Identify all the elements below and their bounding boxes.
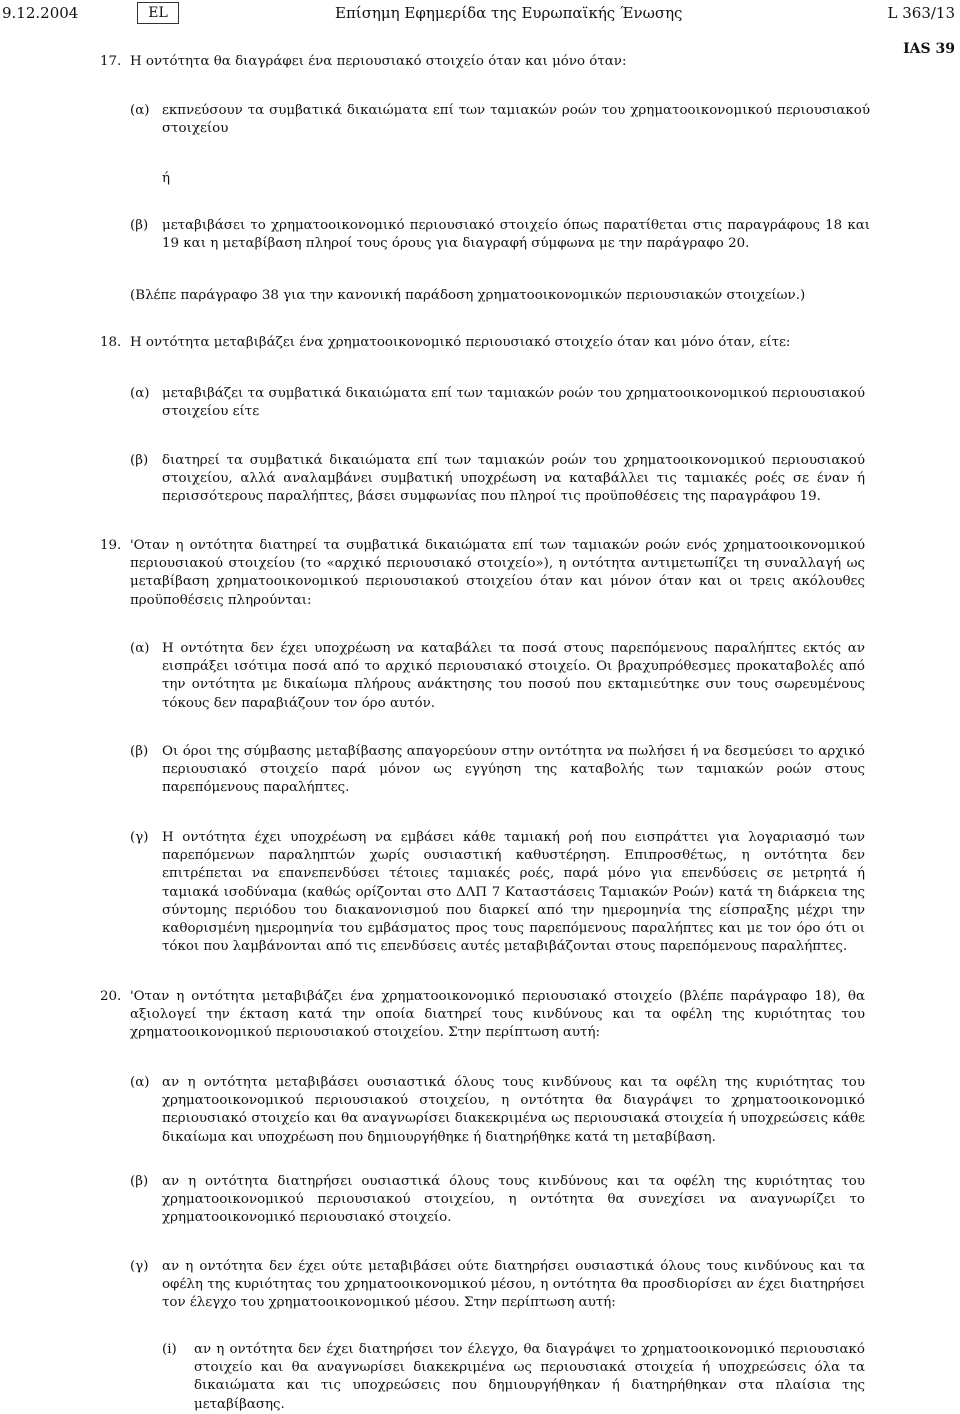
para-20-number: 20.: [100, 989, 122, 1004]
standard-label: IAS 39: [903, 41, 955, 57]
para-18-number: 18.: [100, 335, 122, 350]
para-17-number: 17.: [100, 54, 122, 69]
para-20a-label: (α): [130, 1075, 150, 1090]
para-19a-label: (α): [130, 641, 150, 656]
para-17-intro: Η οντότητα θα διαγράφει ένα περιουσιακό στοιχείο όταν και μόνο όταν:: [130, 54, 627, 69]
para-18a-label: (α): [130, 386, 150, 401]
para-18-intro: Η οντότητα μεταβιβάζει ένα χρηματοοικονομικό περιουσιακό στοιχείο όταν και μόνο όταν, είτε:: [130, 335, 791, 350]
para-19a-text: Η οντότητα δεν έχει υποχρέωση να καταβάλει τα ποσά στους παρεπόμενους παραλήπτες εκτός αν εισπράξει ισότιμα ποσά από το αρχικό περιουσιακό στοιχείο. Οι βραχυπρόθεσμες προκαταβολές από την οντότητα με δικαίωμα πλήρους ανάκτησης του ποσού που εκταμιεύτηκε συν τους σωρευμένους τόκους δεν παραβιάζουν τον όρο αυτόν.: [162, 641, 865, 711]
para-18b-text: διατηρεί τα συμβατικά δικαιώματα επί των ταμιακών ροών του χρηματοοικονομικού περιουσιακού στοιχείου, αλλά αναλαμβάνει συμβατική υποχρέωση να καταβάλλει τις ταμιακές ροές σε έναν ή περισσότερους παραλήπτες, βάσει συμφωνίας που πληροί τις προϋποθέσεις της παραγράφου 19.: [162, 453, 865, 505]
para-20c-label: (γ): [130, 1259, 149, 1274]
para-19-number: 19.: [100, 538, 122, 553]
header-date: 9.12.2004: [2, 4, 79, 22]
para-17a-label: (α): [130, 103, 150, 118]
page-header: [0, 2, 960, 24]
para-20b-label: (β): [130, 1174, 149, 1189]
language-box: EL: [137, 2, 179, 24]
para-20a-text: αν η οντότητα μεταβιβάσει ουσιαστικά όλους τους κινδύνους και τα οφέλη της κυριότητας του χρηματοοικονομικού περιουσιακού στοιχείου, η οντότητα θα διαγράψει το χρηματοοικονομικό περιουσιακό στοιχείο και θα αναγνωρίσει διακεκριμένα ως περιουσιακά στοιχεία ή υποχρεώσεις κάθε δικαίωμα και υποχρέωση που δημιουργήθηκε ή διατηρήθηκε κατά τη μεταβίβαση.: [162, 1075, 865, 1145]
para-20b-text: αν η οντότητα διατηρήσει ουσιαστικά όλους τους κινδύνους και τα οφέλη της κυριότητας του χρηματοοικονομικού περιουσιακού στοιχείου, η οντότητα θα συνεχίσει να αναγνωρίζει το χρηματοοικονομικό περιουσιακό στοιχείο.: [162, 1174, 865, 1226]
para-17a-text: εκπνεύσουν τα συμβατικά δικαιώματα επί των ταμιακών ροών του χρηματοοικονομικού περιουσιακού στοιχείου: [162, 103, 870, 137]
para-20c-i-label: (i): [162, 1342, 177, 1357]
para-17-or: ή: [162, 171, 171, 186]
para-19c-label: (γ): [130, 830, 149, 845]
para-20c-text: αν η οντότητα δεν έχει ούτε μεταβιβάσει ούτε διατηρήσει ουσιαστικά όλους τους κινδύνους και τα οφέλη της κυριότητας του χρηματοοικονομικού μέσου, η οντότητα θα προσδιορίσει αν έχει διατηρήσει τον έλεγχο του χρηματοοικονομικού μέσου. Στην περίπτωση αυτή:: [162, 1259, 865, 1311]
para-19b-text: Οι όροι της σύμβασης μεταβίβασης απαγορεύουν στην οντότητα να πωλήσει ή να δεσμεύσει το αρχικό περιουσιακό στοιχείο παρά μόνον ως εγγύηση της καταβολής των ταμιακών ροών στους παρεπόμενους παραλήπτες.: [162, 744, 865, 796]
para-19-intro: 'Οταν η οντότητα διατηρεί τα συμβατικά δικαιώματα επί των ταμιακών ροών ενός χρηματοοικονομικού περιουσιακού στοιχείου (το «αρχικό περιουσιακό στοιχείο»), η οντότητα αντιμετωπίζει τη συναλλαγή ως μεταβίβαση χρηματοοικονομικού περιουσιακού στοιχείου όταν και μόνον όταν και οι τρεις ακόλουθες προϋποθέσεις πληρούνται:: [130, 538, 865, 608]
para-18a-text: μεταβιβάζει τα συμβατικά δικαιώματα επί των ταμιακών ροών του χρηματοοικονομικού περιουσιακού στοιχείου είτε: [162, 386, 865, 420]
para-20-intro: 'Οταν η οντότητα μεταβιβάζει ένα χρηματοοικονομικό περιουσιακό στοιχείο (βλέπε παράγραφο 18), θα αξιολογεί την έκταση κατά την οποία διατηρεί τους κινδύνους και τα οφέλη της κυριότητας του χρηματοοικονομικού περιουσιακού στοιχείου. Στην περίπτωση αυτή:: [130, 989, 865, 1041]
para-17b-text: μεταβιβάσει το χρηματοοικονομικό περιουσιακό στοιχείο όπως παρατίθεται στις παραγράφους 18 και 19 και η μεταβίβαση πληροί τους όρους για διαγραφή σύμφωνα με την παράγραφο 20.: [162, 218, 870, 252]
para-20c-i-text: αν η οντότητα δεν έχει διατηρήσει τον έλεγχο, θα διαγράψει το χρηματοοικονομικό περιουσιακό στοιχείο και θα αναγνωρίσει διακεκριμένα ως περιουσιακά στοιχεία ή υποχρεώσεις όλα τα δικαιώματα και τις υποχρεώσεις που δημιουργήθηκαν ή διατηρήθηκαν στα πλαίσια της μεταβίβασης.: [194, 1342, 865, 1412]
para-18b-label: (β): [130, 453, 149, 468]
para-17-note: (Βλέπε παράγραφο 38 για την κανονική παράδοση χρηματοοικονομικών περιουσιακών στοιχείων.): [130, 288, 806, 303]
para-19c-text: Η οντότητα έχει υποχρέωση να εμβάσει κάθε ταμιακή ροή που εισπράττει για λογαριασμό των παρεπόμενων παραληπτών χωρίς ουσιαστική καθυστέρηση. Επιπροσθέτως, η οντότητα δεν επιτρέπεται να επανεπενδύσει τέτοιες ταμιακές ροές, παρά μόνο για επενδύσεις σε μετρητά ή ταμιακά ισοδύναμα (καθώς ορίζονται στο ΔΛΠ 7 Καταστάσεις Ταμιακών Ροών) κατά τη διάρκεια της σύντομης περιόδου του διακανονισμού που διαρκεί από την ημερομηνία της είσπραξης μέχρι την καθορισμένη ημερομηνία του εμβάσματος προς τους παρεπόμενους παραλήπτες και με τον όρο ότι οι τόκοι που λαμβάνονται από τις επενδύσεις αυτές μεταβιβάζονται στους παρεπόμενους παραλήπτες.: [162, 830, 865, 955]
page-number: L 363/13: [887, 4, 955, 22]
journal-title: Επίσημη Εφημερίδα της Ευρωπαϊκής Ένωσης: [335, 4, 683, 22]
para-17b-label: (β): [130, 218, 149, 233]
para-19b-label: (β): [130, 744, 149, 759]
